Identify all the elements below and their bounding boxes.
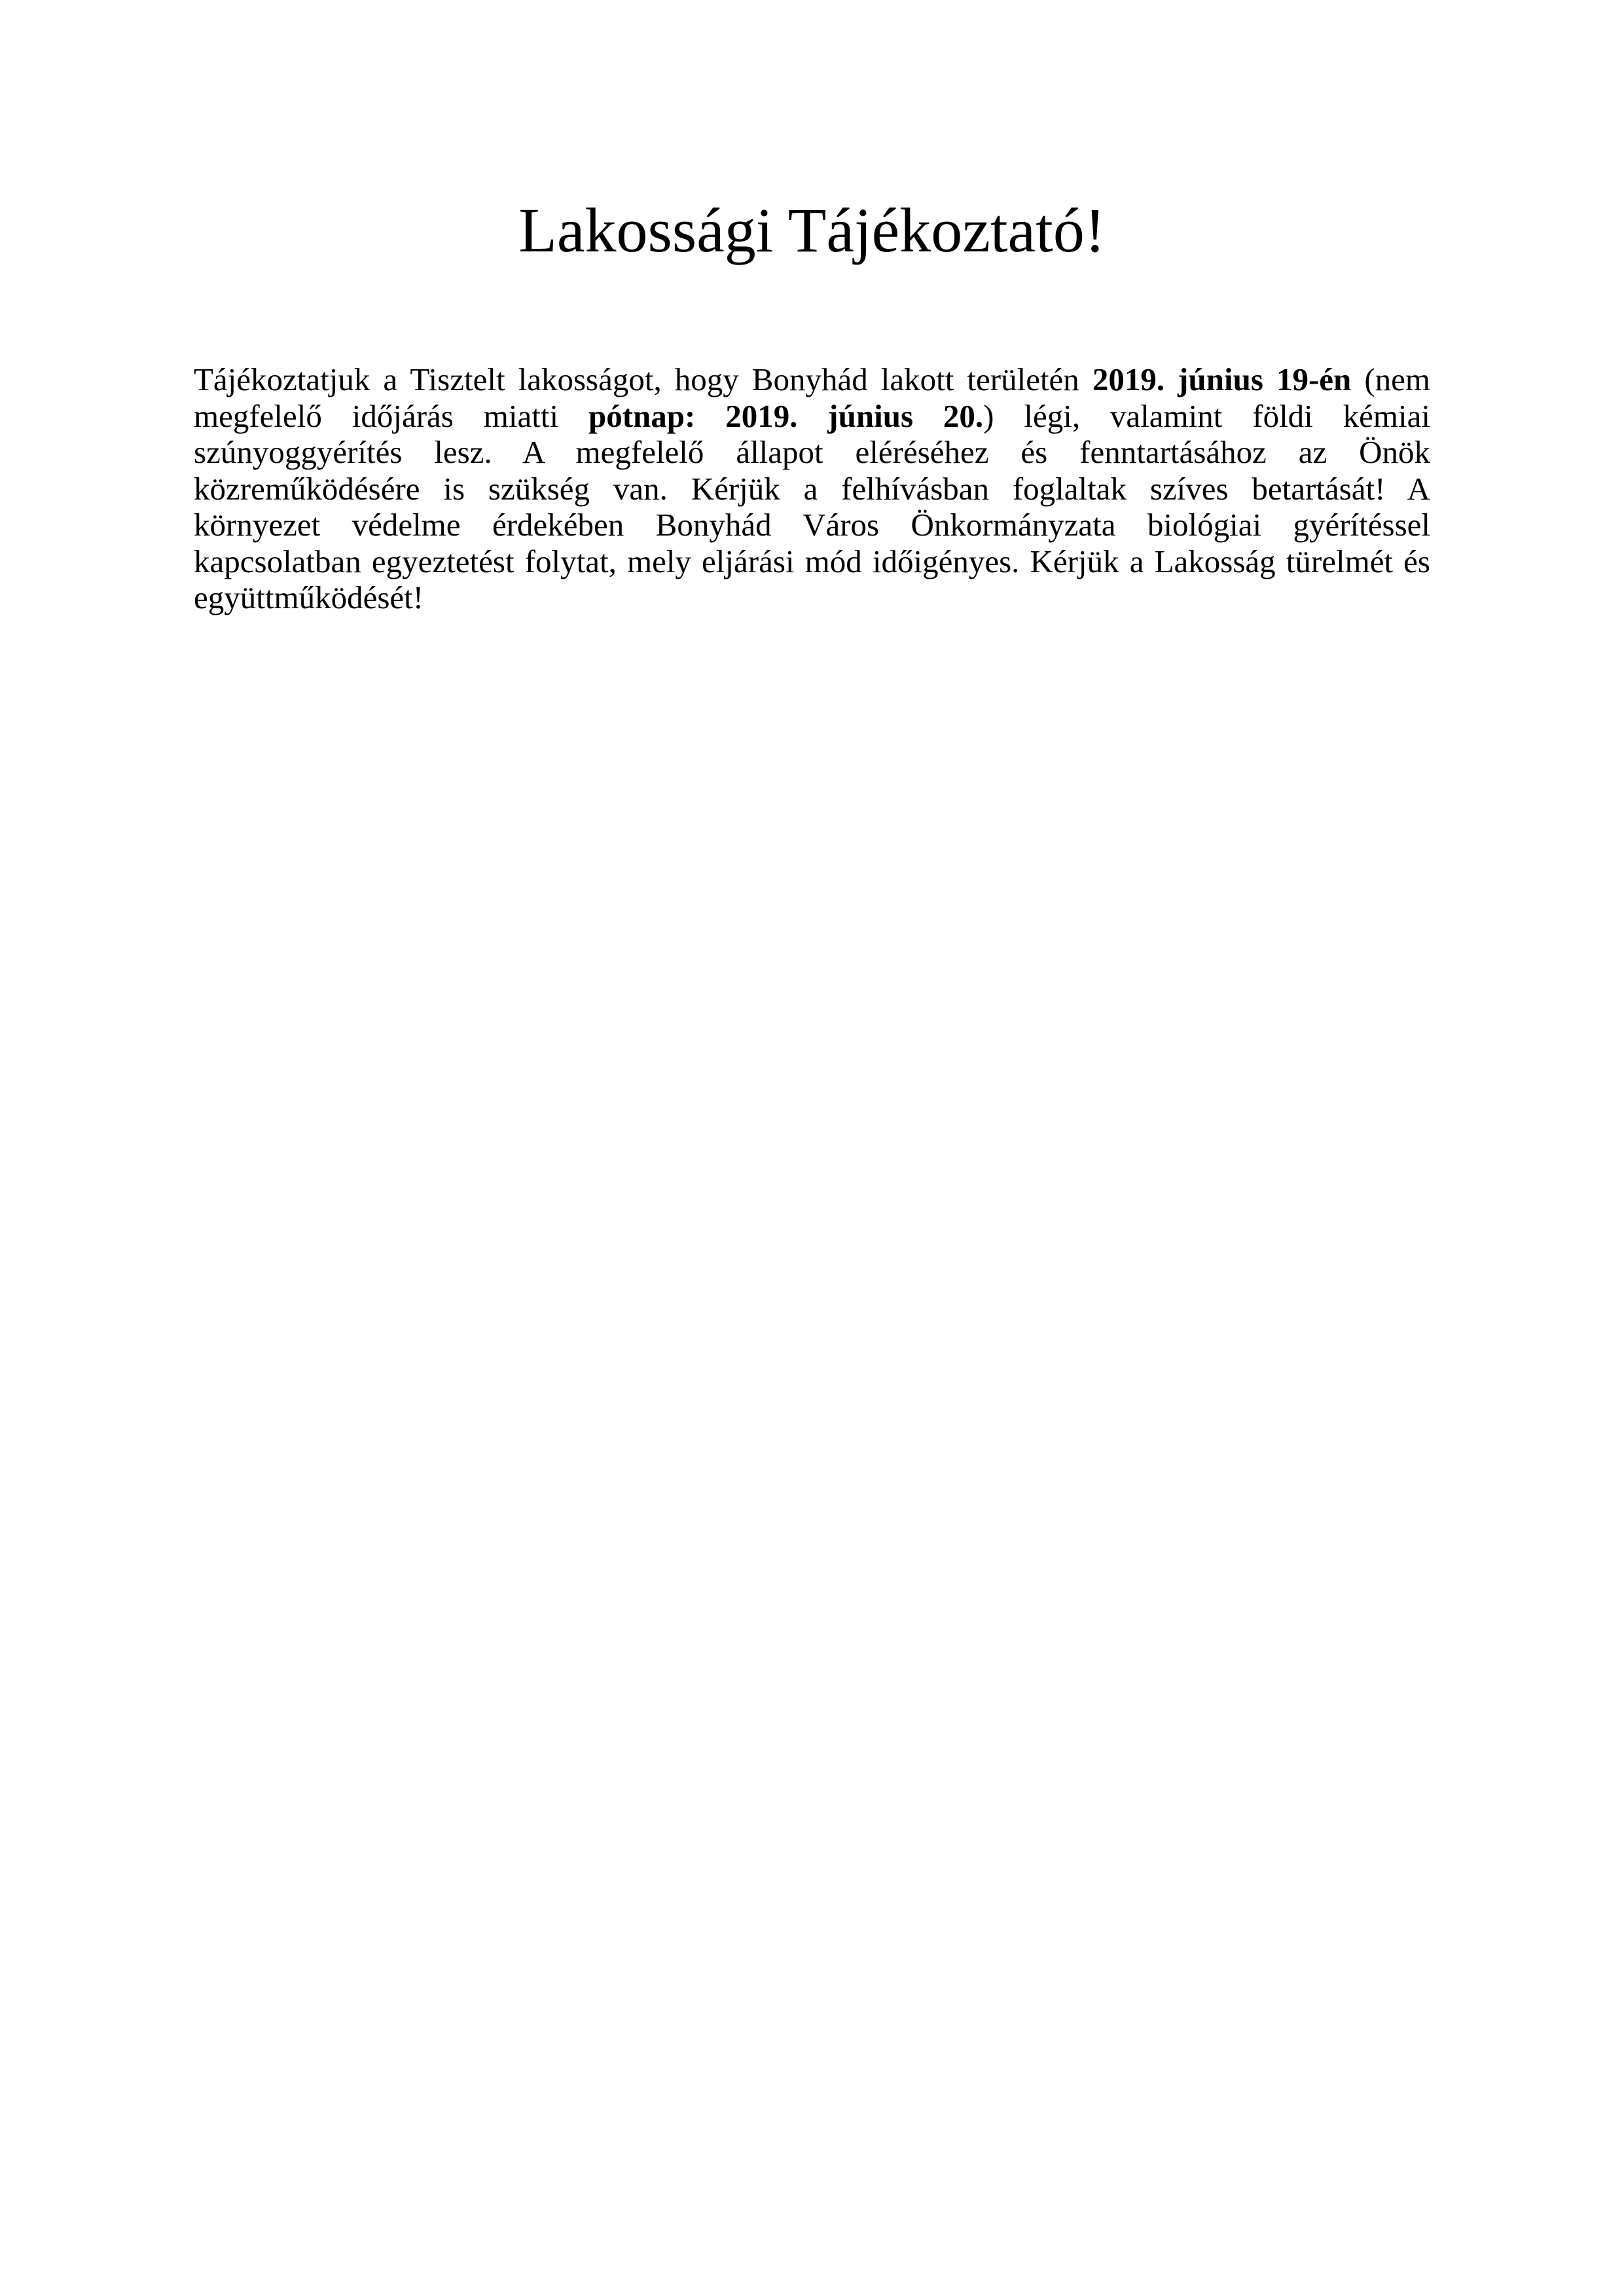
paragraph-line <box>194 361 1430 398</box>
text-segment: Tájékoztatjuk a Tisztelt lakosságot, hogy Bonyhád lakott területén <box>194 361 1079 397</box>
text-segment: ) légi, valamint földi kémiai <box>983 397 1430 434</box>
document-title: Lakossági Tájékoztató! <box>518 195 1106 265</box>
paragraph-line: közreműködésére is szükség van. Kérjük a felhívásban foglaltak szíves betartását! A <box>194 470 1430 507</box>
paragraph-line: kapcsolatban egyeztetést folytat, mely eljárási mód időigényes. Kérjük a Lakosság türelmét és <box>194 543 1430 579</box>
event-date: 2019. június 19-én <box>1092 361 1352 397</box>
paragraph-line: szúnyoggyérítés lesz. A megfelelő állapot eléréséhez és fenntartásához az Önök <box>194 434 1430 470</box>
paragraph-line <box>194 398 1430 435</box>
backup-date: pótnap: 2019. június 20. <box>588 397 984 434</box>
notice-paragraph <box>194 361 1430 616</box>
paragraph-line: együttműködését! <box>194 579 424 615</box>
text-segment: megfelelő időjárás miatti <box>194 397 559 434</box>
paragraph-line: környezet védelme érdekében Bonyhád Város Önkormányzata biológiai gyérítéssel <box>194 507 1430 543</box>
text-segment: (nem <box>1364 361 1431 397</box>
